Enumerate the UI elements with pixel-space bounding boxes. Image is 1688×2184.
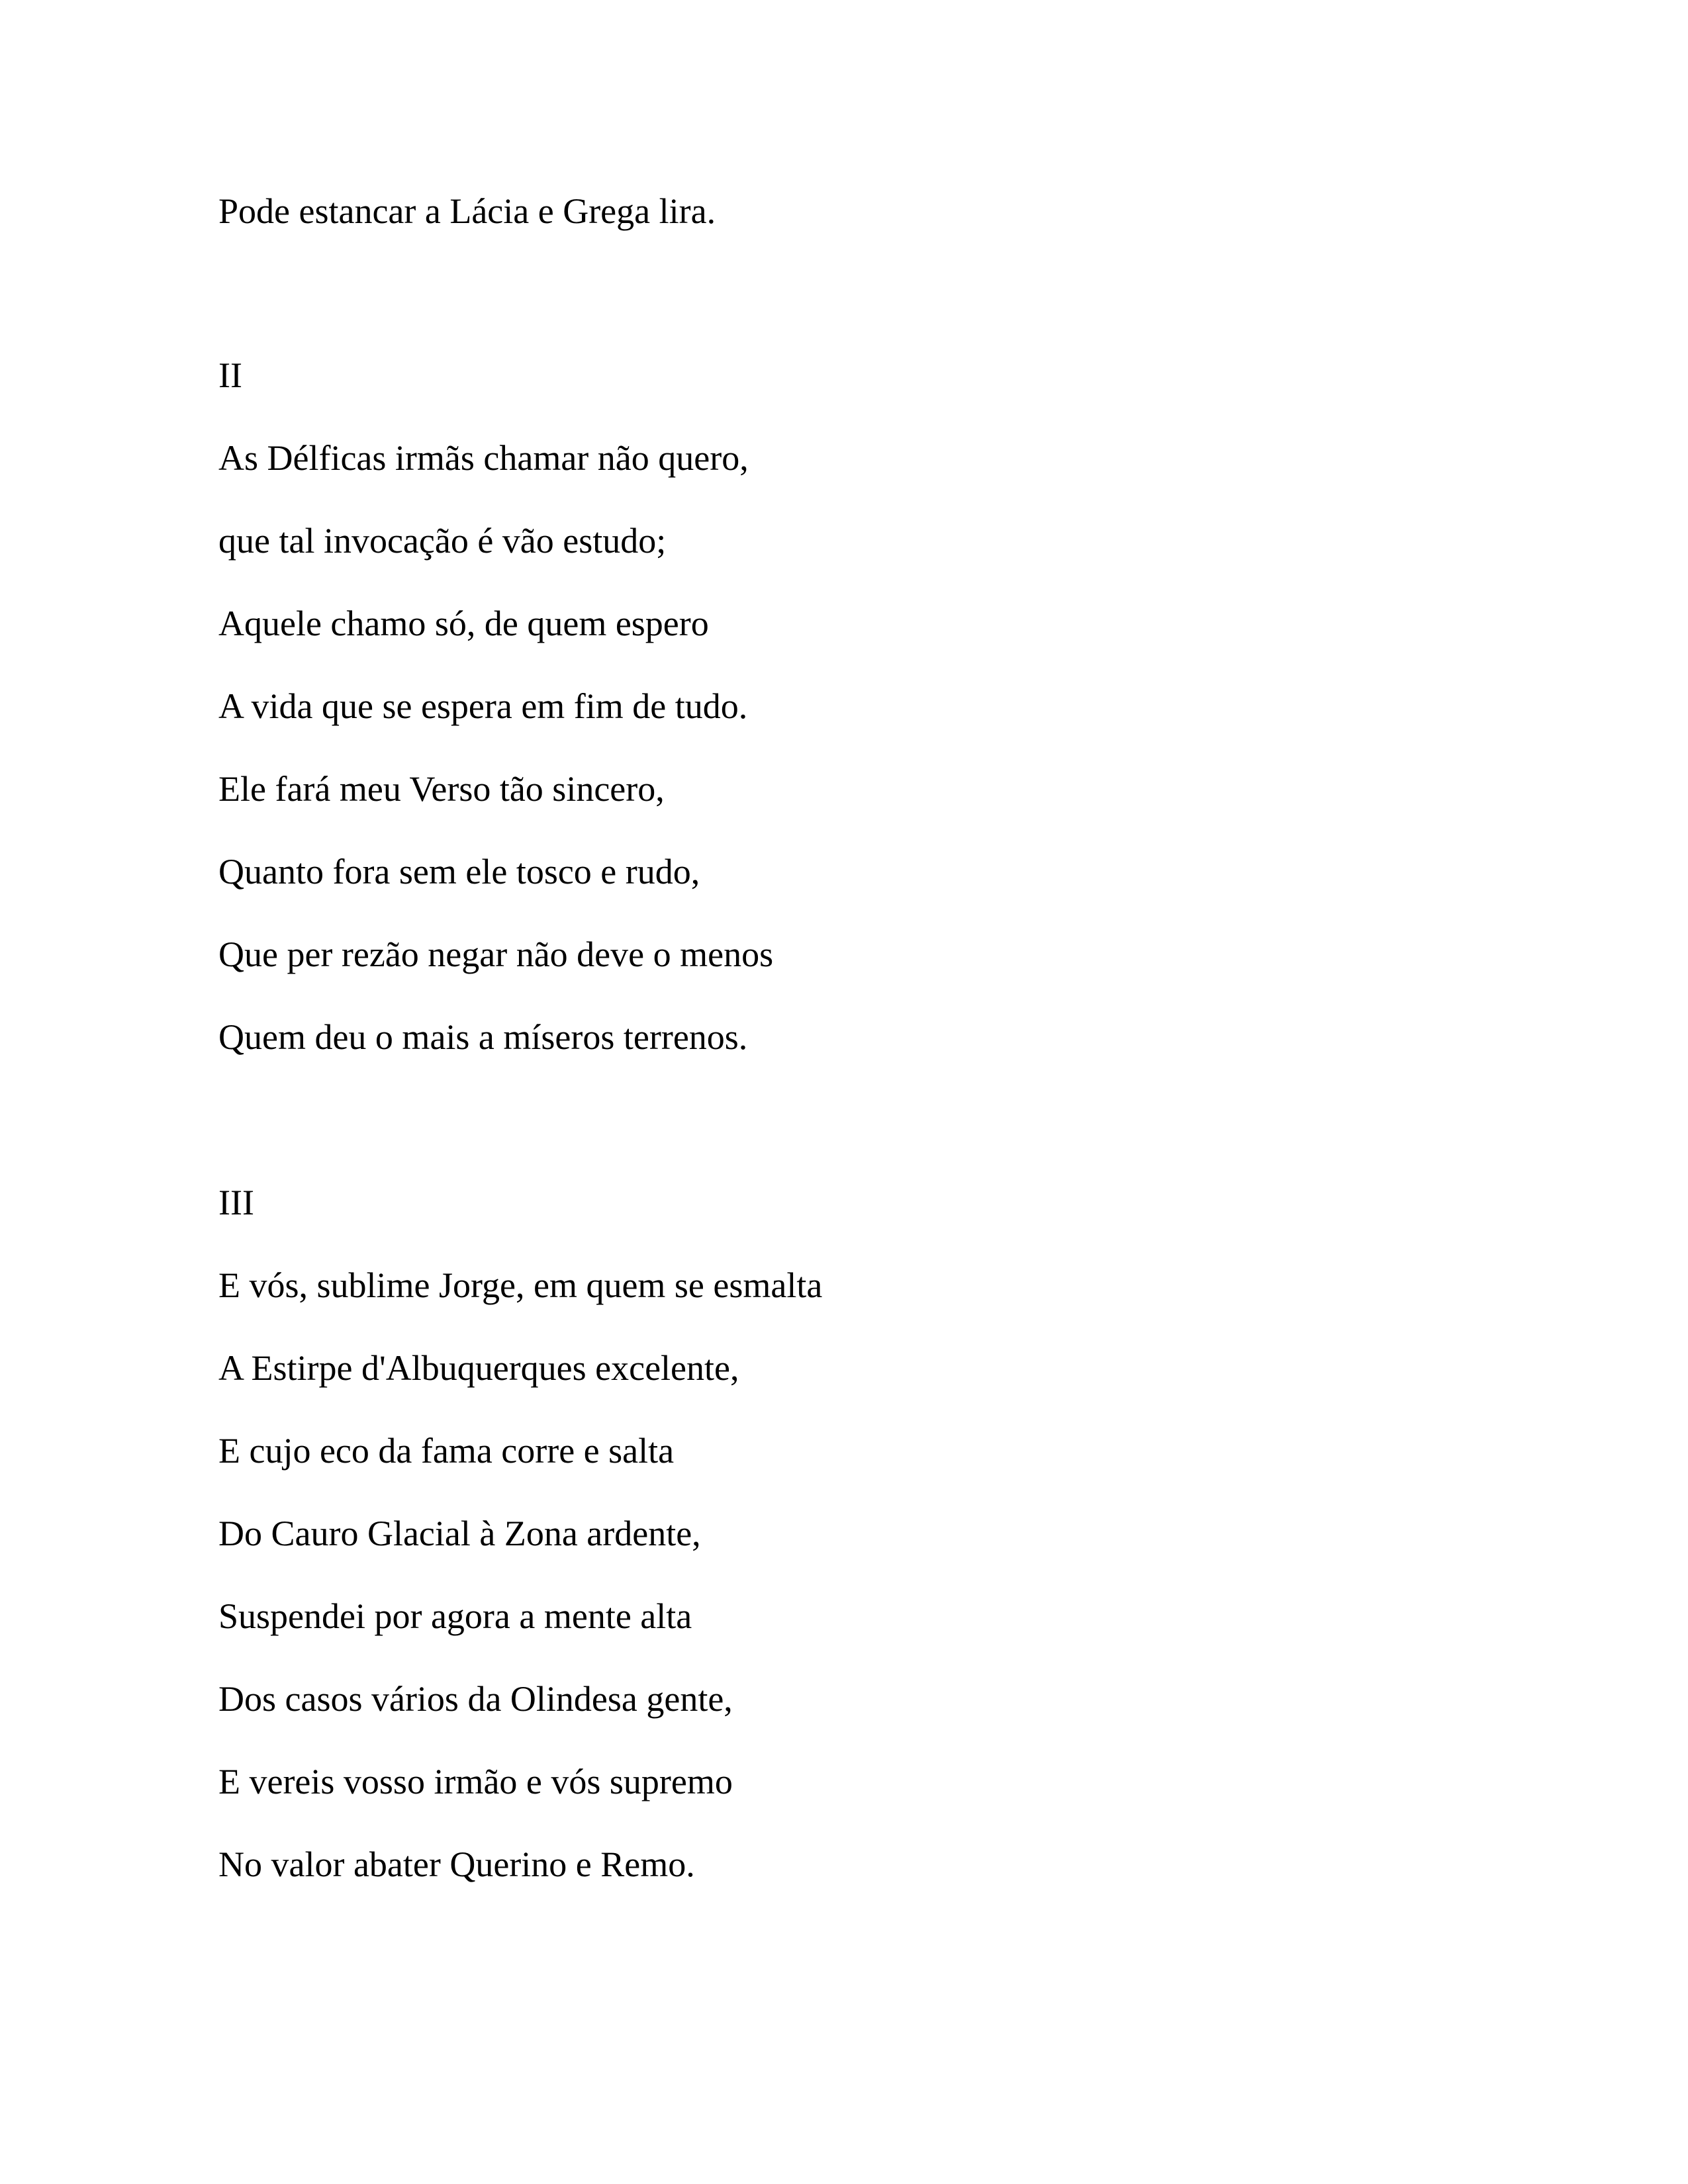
verse-line: Aquele chamo só, de quem espero bbox=[218, 604, 709, 643]
verse-line: As Délficas irmãs chamar não quero, bbox=[218, 438, 749, 478]
verse-line: que tal invocação é vão estudo; bbox=[218, 521, 667, 561]
verse-line: E vereis vosso irmão e vós supremo bbox=[218, 1762, 733, 1801]
verse-line: Ele fará meu Verso tão sincero, bbox=[218, 769, 665, 809]
verse-line: A Estirpe d'Albuquerques excelente, bbox=[218, 1348, 739, 1388]
verse-line: Que per rezão negar não deve o menos bbox=[218, 934, 774, 974]
verse-line: Do Cauro Glacial à Zona ardente, bbox=[218, 1514, 701, 1553]
verse-line: Dos casos vários da Olindesa gente, bbox=[218, 1679, 733, 1719]
verse-line: E vós, sublime Jorge, em quem se esmalta bbox=[218, 1265, 823, 1305]
verse-line: No valor abater Querino e Remo. bbox=[218, 1844, 695, 1884]
stanza-numeral: II bbox=[218, 355, 242, 395]
verse-line: A vida que se espera em fim de tudo. bbox=[218, 686, 748, 726]
stanza-numeral: III bbox=[218, 1183, 254, 1222]
verse-line: Pode estancar a Lácia e Grega lira. bbox=[218, 191, 716, 231]
verse-line: E cujo eco da fama corre e salta bbox=[218, 1431, 675, 1471]
verse-line: Quem deu o mais a míseros terrenos. bbox=[218, 1017, 748, 1057]
verse-line: Quanto fora sem ele tosco e rudo, bbox=[218, 852, 700, 891]
verse-line: Suspendei por agora a mente alta bbox=[218, 1596, 692, 1636]
